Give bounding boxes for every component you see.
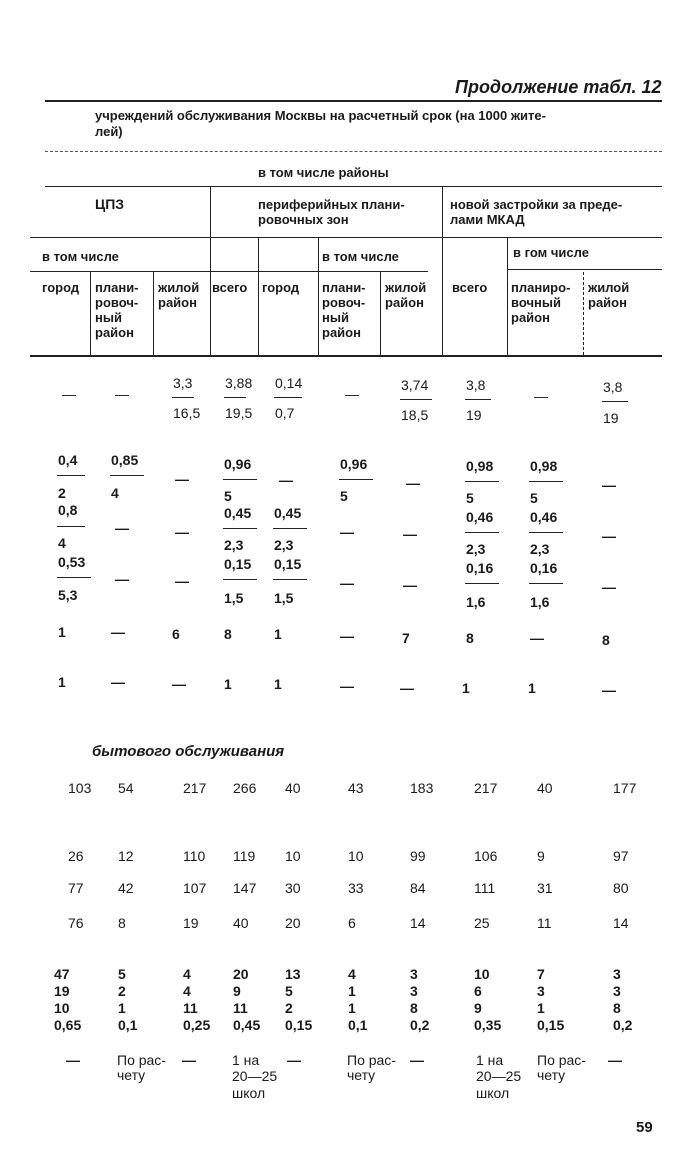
note-po-raschetu3-l1: По рас- (537, 1052, 586, 1068)
fraction-bar (172, 397, 194, 398)
dash: — (111, 624, 125, 640)
table-cell: 183 (410, 780, 434, 796)
value-denominator: 4 (111, 485, 119, 501)
value: 7 (402, 630, 410, 646)
dash: — (602, 579, 616, 595)
vline-vsego-gorod (258, 238, 259, 355)
fraction-bar (274, 397, 302, 398)
value: 6 (172, 626, 180, 642)
table-cell: 217 (183, 780, 207, 796)
table-cell: 14 (613, 915, 629, 931)
table-cell: 1 (348, 983, 356, 999)
table-cell: 3 (537, 983, 545, 999)
table-cell: 42 (118, 880, 134, 896)
fraction-bar (602, 401, 628, 402)
table-cell: 4 (348, 966, 356, 982)
table-cell: 8 (410, 1000, 418, 1016)
section-title: бытового обслуживания (92, 743, 285, 760)
table-cell: 9 (537, 848, 545, 864)
value-numerator: 0,16 (530, 560, 558, 576)
table-cell: 9 (233, 983, 241, 999)
note-1-na2-l2: 20—25 (476, 1068, 522, 1084)
value-denominator: 1,6 (530, 594, 550, 610)
value-numerator: 3,88 (225, 375, 253, 391)
fraction-bar (223, 579, 257, 580)
value-numerator: 0,8 (58, 502, 78, 518)
dash: — (340, 628, 354, 644)
value-numerator: 0,46 (466, 509, 494, 525)
note-1-na2-l3: школ (476, 1085, 510, 1101)
dash: — (287, 1052, 301, 1068)
table-cell: 2 (285, 1000, 293, 1016)
table-cell: 10 (54, 1000, 70, 1016)
table-cell: 19 (54, 983, 70, 999)
table-cell: 1 (348, 1000, 356, 1016)
table-cell: 1 (537, 1000, 545, 1016)
note-po-raschetu2-l1: По рас- (347, 1052, 396, 1068)
value-numerator: 3,8 (603, 379, 623, 395)
header-planiro-l3: район (511, 310, 550, 325)
table-cell: 84 (410, 880, 426, 896)
value-denominator: 19 (466, 407, 482, 423)
value-denominator: 2,3 (274, 537, 294, 553)
table-cell: 5 (118, 966, 126, 982)
table-cell: 4 (183, 966, 191, 982)
note-po-raschetu3-l2: чету (537, 1067, 566, 1083)
table-cell: 119 (233, 848, 256, 864)
value-denominator: 5 (466, 490, 474, 506)
note-po-raschetu-l2: чету (117, 1067, 146, 1083)
dash: — (602, 682, 616, 698)
table-cell: 3 (613, 966, 621, 982)
table-cell: 31 (537, 880, 553, 896)
value: 1 (462, 680, 470, 696)
table-cell: 76 (68, 915, 84, 931)
rule-top (45, 100, 662, 102)
value-denominator: 1,5 (274, 590, 294, 606)
value-denominator: 5 (340, 488, 348, 504)
table-cell: 80 (613, 880, 629, 896)
table-cell: 54 (118, 780, 134, 796)
table-cell: 0,1 (348, 1017, 368, 1033)
table-cell: 4 (183, 983, 191, 999)
value: 1 (528, 680, 536, 696)
header-zhiloy-2: жилой (385, 280, 427, 295)
table-cell: 0,35 (474, 1017, 502, 1033)
table-cell: 0,45 (233, 1017, 261, 1033)
table-cell: 106 (474, 848, 498, 864)
header-gorod-1: город (42, 280, 80, 295)
value-numerator: 3,3 (173, 375, 193, 391)
value-denominator: 5 (224, 488, 232, 504)
value-denominator: 2 (58, 485, 66, 501)
header-rayon-2: район (385, 295, 424, 310)
dash: — (602, 477, 616, 493)
header-periph-l1: периферийных плани- (258, 197, 405, 212)
table-cell: 8 (613, 1000, 621, 1016)
value-denominator: 2,3 (224, 537, 244, 553)
fraction-bar (339, 479, 373, 480)
dash: — (182, 1052, 196, 1068)
continuation-label: Продолжение табл. 12 (455, 77, 662, 97)
rule-5b (508, 269, 662, 270)
dash: — (279, 472, 293, 488)
value: 1 (274, 676, 282, 692)
table-cell: 11 (233, 1000, 248, 1016)
table-cell: 2 (118, 983, 126, 999)
note-po-raschetu2-l2: чету (347, 1067, 376, 1083)
table-cell: 14 (410, 915, 426, 931)
value: 1 (58, 674, 66, 690)
dash: — (115, 520, 129, 536)
table-cell: 9 (474, 1000, 482, 1016)
value-denominator: 19 (603, 410, 619, 426)
fraction-bar (529, 532, 563, 533)
fraction-bar (273, 528, 307, 529)
fraction-bar (57, 526, 85, 527)
dash: — (345, 386, 359, 402)
value-denominator: 16,5 (173, 405, 201, 421)
dash: — (534, 388, 548, 404)
header-incl-1: в том числе (42, 249, 119, 264)
value-numerator: 0,53 (58, 554, 86, 570)
vline-planiro-zhil (583, 272, 584, 355)
vline-gorod-plan (90, 272, 91, 355)
table-cell: 0,25 (183, 1017, 211, 1033)
dash: — (403, 577, 417, 593)
table-cell: 8 (118, 915, 126, 931)
value: 1 (58, 624, 66, 640)
table-cell: 11 (537, 915, 552, 931)
table-cell: 0,65 (54, 1017, 82, 1033)
note-po-raschetu-l1: По рас- (117, 1052, 166, 1068)
header-plan-l2: ровоч- (95, 295, 139, 310)
dash: — (175, 471, 189, 487)
header-planiro-l2: вочный (511, 295, 561, 310)
dash: — (62, 386, 76, 402)
value: 8 (224, 626, 232, 642)
table-cell: 10 (285, 848, 301, 864)
value-denominator: 19,5 (225, 405, 253, 421)
table-cell: 26 (68, 848, 84, 864)
table-cell: 20 (233, 966, 249, 982)
table-cell: 33 (348, 880, 364, 896)
dash: — (602, 528, 616, 544)
table-cell: 147 (233, 880, 257, 896)
note-1-na-l2: 20—25 (232, 1068, 278, 1084)
table-cell: 111 (474, 880, 496, 896)
header-periph-l2: ровочных зон (258, 212, 349, 227)
value-denominator: 18,5 (401, 407, 429, 423)
value-denominator: 5,3 (58, 587, 78, 603)
header-plan2-l1: плани- (322, 280, 366, 295)
dash: — (115, 386, 129, 402)
header-vsego-2: всего (452, 280, 488, 295)
table-cell: 43 (348, 780, 364, 796)
value-numerator: 0,45 (224, 505, 252, 521)
header-incl-districts: в том числе районы (258, 165, 389, 180)
table-cell: 6 (348, 915, 356, 931)
vline-new-sub (507, 238, 508, 355)
value: 8 (466, 630, 474, 646)
value-denominator: 2,3 (530, 541, 550, 557)
fraction-bar (465, 583, 499, 584)
table-cell: 7 (537, 966, 545, 982)
table-cell: 25 (474, 915, 490, 931)
value-numerator: 0,45 (274, 505, 302, 521)
table-cell: 40 (285, 780, 301, 796)
dash: — (172, 676, 186, 692)
dash: — (340, 678, 354, 694)
fraction-bar (57, 577, 91, 578)
table-cell: 5 (285, 983, 293, 999)
value: 1 (274, 626, 282, 642)
dash: — (115, 571, 129, 587)
dash: — (410, 1052, 424, 1068)
table-cell: 0,15 (285, 1017, 313, 1033)
value-denominator: 1,5 (224, 590, 244, 606)
table-cell: 1 (118, 1000, 126, 1016)
table-cell: 40 (233, 915, 249, 931)
dash: — (403, 526, 417, 542)
header-plan2-l2: ровоч- (322, 295, 366, 310)
table-cell: 103 (68, 780, 92, 796)
header-vsego-1: всего (212, 280, 248, 295)
value: 8 (602, 632, 610, 648)
table-cell: 3 (410, 966, 418, 982)
rule-header-bottom (30, 355, 662, 357)
header-rayon-3: район (588, 295, 627, 310)
value-denominator: 5 (530, 490, 538, 506)
header-plan2-l4: район (322, 325, 361, 340)
vline-plan2-zhil (380, 272, 381, 355)
dash: — (608, 1052, 622, 1068)
table-cell: 110 (183, 848, 206, 864)
dash: — (340, 575, 354, 591)
note-1-na2-l1: 1 на (476, 1052, 504, 1068)
note-1-na-l3: школ (232, 1085, 266, 1101)
fraction-bar (224, 397, 246, 398)
fraction-bar (57, 475, 85, 476)
dash: — (66, 1052, 80, 1068)
header-new-l1: новой застройки за преде- (450, 197, 623, 212)
header-plan-l4: район (95, 325, 134, 340)
table-cell: 10 (348, 848, 364, 864)
table-cell: 107 (183, 880, 207, 896)
table-cell: 99 (410, 848, 426, 864)
fraction-bar (465, 399, 491, 400)
value-numerator: 0,16 (466, 560, 494, 576)
fraction-bar (400, 399, 432, 400)
rule-3 (45, 186, 662, 187)
table-cell: 40 (537, 780, 553, 796)
value-numerator: 3,8 (466, 377, 486, 393)
value-numerator: 0,98 (530, 458, 558, 474)
vline-periph-new (442, 187, 443, 355)
header-gorod-2: город (262, 280, 300, 295)
table-cell: 0,2 (410, 1017, 430, 1033)
table-cell: 97 (613, 848, 629, 864)
value-numerator: 0,15 (224, 556, 252, 572)
dash: — (111, 674, 125, 690)
value-numerator: 0,46 (530, 509, 558, 525)
table-cell: 19 (183, 915, 199, 931)
table-cell: 0,2 (613, 1017, 633, 1033)
header-cpz: ЦПЗ (95, 196, 125, 212)
header-incl-3: в гом числе (513, 245, 589, 260)
value-denominator: 2,3 (466, 541, 486, 557)
vline-periph-sub (318, 238, 319, 355)
table-cell: 11 (183, 1000, 198, 1016)
header-plan-l1: плани- (95, 280, 139, 295)
table-cell: 77 (68, 880, 84, 896)
header-incl-2: в том числе (322, 249, 399, 264)
fraction-bar (465, 481, 499, 482)
page-number: 59 (636, 1119, 653, 1136)
value-numerator: 0,14 (275, 375, 303, 391)
fraction-bar (529, 481, 563, 482)
rule-2 (45, 151, 662, 152)
value-numerator: 0,15 (274, 556, 302, 572)
dash: — (400, 680, 414, 696)
value-numerator: 0,96 (224, 456, 252, 472)
fraction-bar (273, 579, 307, 580)
table-cell: 6 (474, 983, 482, 999)
table-cell: 217 (474, 780, 498, 796)
table-cell: 30 (285, 880, 301, 896)
value-numerator: 3,74 (401, 377, 429, 393)
dash: — (175, 524, 189, 540)
fraction-bar (223, 528, 257, 529)
value-denominator: 1,6 (466, 594, 486, 610)
table-cell: 12 (118, 848, 134, 864)
table-cell: 10 (474, 966, 490, 982)
rule-4 (30, 237, 662, 238)
table-title-line1: учреждений обслуживания Москвы на расчетный срок (на 1000 жите- (95, 108, 546, 123)
table-cell: 0,1 (118, 1017, 138, 1033)
note-1-na-l1: 1 на (232, 1052, 260, 1068)
header-plan-l3: ный (95, 310, 122, 325)
header-new-l2: лами МКАД (450, 212, 525, 227)
fraction-bar (110, 475, 144, 476)
table-cell: 3 (410, 983, 418, 999)
value-denominator: 4 (58, 535, 66, 551)
table-cell: 47 (54, 966, 70, 982)
value: 1 (224, 676, 232, 692)
value-numerator: 0,4 (58, 452, 78, 468)
fraction-bar (529, 583, 563, 584)
table-title-line2: лей) (95, 124, 123, 139)
header-planiro-l1: планиро- (511, 280, 571, 295)
fraction-bar (465, 532, 499, 533)
table-cell: 0,15 (537, 1017, 565, 1033)
table-cell: 13 (285, 966, 301, 982)
table-cell: 20 (285, 915, 301, 931)
dash: — (406, 475, 420, 491)
table-cell: 3 (613, 983, 621, 999)
header-plan2-l3: ный (322, 310, 349, 325)
value-numerator: 0,98 (466, 458, 494, 474)
value-denominator: 0,7 (275, 405, 295, 421)
header-zhiloy-1: жилой (158, 280, 200, 295)
vline-plan-zhil (153, 272, 154, 355)
table-cell: 266 (233, 780, 257, 796)
dash: — (530, 630, 544, 646)
header-zhiloy-3: жилой (588, 280, 630, 295)
dash: — (175, 573, 189, 589)
header-rayon-1: район (158, 295, 197, 310)
value-numerator: 0,96 (340, 456, 368, 472)
table-cell: 177 (613, 780, 637, 796)
fraction-bar (223, 479, 257, 480)
dash: — (340, 524, 354, 540)
value-numerator: 0,85 (111, 452, 139, 468)
